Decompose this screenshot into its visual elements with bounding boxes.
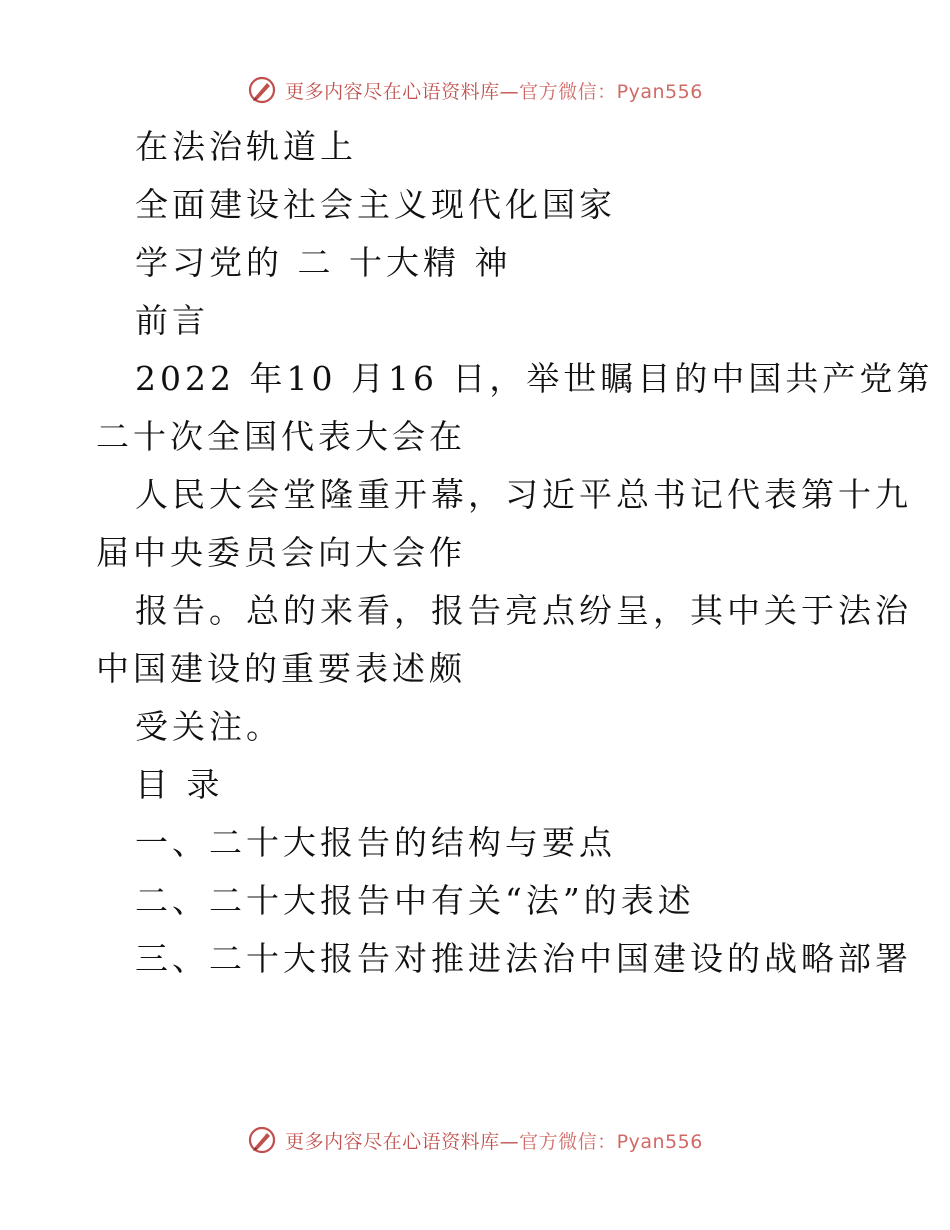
preface-paragraph-line: 受关注。 — [135, 707, 283, 746]
preface-paragraph-line: 人民大会堂隆重开幕，习近平总书记代表第十九 — [135, 475, 912, 514]
toc-heading: 目 录 — [135, 765, 224, 804]
toc-item: 二、二十大报告中有关“法”的表述 — [135, 881, 695, 920]
doc-title-line-2: 全面建设社会主义现代化国家 — [135, 185, 616, 224]
watermark-dash: — — [499, 80, 520, 103]
watermark-dash: — — [499, 1130, 520, 1153]
preface-paragraph-line: 报告。总的来看，报告亮点纷呈，其中关于法治 — [135, 591, 912, 630]
footer-watermark — [0, 1120, 950, 1160]
toc-item: 一、二十大报告的结构与要点 — [135, 823, 616, 862]
watermark-wechat: 官方微信：Pyan556 — [519, 80, 703, 103]
watermark-text — [285, 77, 703, 104]
preface-paragraph-line: 二十次全国代表大会在 — [96, 417, 466, 456]
pen-logo-icon — [247, 1125, 277, 1155]
header-watermark — [0, 70, 950, 110]
watermark-brand: 更多内容尽在心语资料库 — [285, 80, 500, 103]
pen-logo-icon — [247, 75, 277, 105]
doc-subtitle: 学习党的 二 十大精 神 — [135, 243, 512, 282]
watermark-wechat: 官方微信：Pyan556 — [519, 1130, 703, 1153]
doc-title-line-1: 在法治轨道上 — [135, 127, 357, 166]
toc-item: 三、二十大报告对推进法治中国建设的战略部署 — [135, 939, 912, 978]
preface-paragraph-line: 届中央委员会向大会作 — [96, 533, 466, 572]
watermark-text — [285, 1127, 703, 1154]
watermark-brand: 更多内容尽在心语资料库 — [285, 1130, 500, 1153]
preface-paragraph-line: 2022 年10 月16 日，举世瞩目的中国共产党第 — [135, 359, 934, 398]
preface-paragraph-line: 中国建设的重要表述颇 — [96, 649, 466, 688]
preface-heading: 前言 — [135, 301, 209, 340]
